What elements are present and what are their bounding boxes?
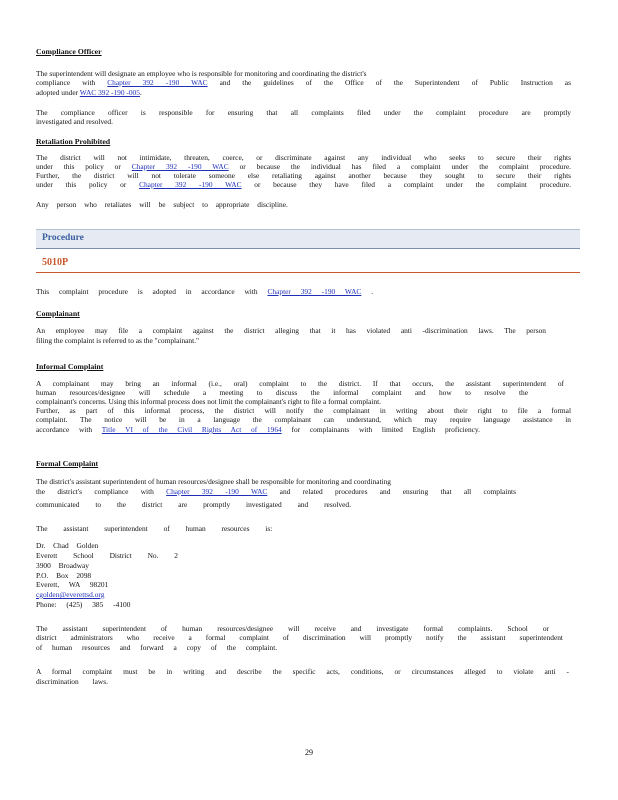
contact-email-link[interactable]: cgolden@everettsd.org — [36, 590, 105, 599]
page-number: 29 — [305, 748, 313, 757]
informal-line: complaint. The notice will be in a language the complainant can understand, which may require language assistance in — [36, 415, 571, 424]
policy-code: 5010P — [42, 257, 69, 268]
formal-complaint-heading: Formal Complaint — [36, 459, 99, 468]
formal-line: the district's compliance with Chapter 392 -190 WAC and related procedures and ensuring that all complaints — [36, 487, 516, 496]
procedure-section-bar — [36, 229, 580, 249]
compliance-officer-paragraph: The compliance officer is responsible for ensuring that all complaints filed under the complaint procedure are promptly — [36, 108, 571, 117]
chapter-392-190-link[interactable]: Chapter 392 -190 WAC — [166, 487, 268, 496]
compliance-officer-line: The superintendent will designate an employee who is responsible for monitoring and coordinating the district's — [36, 69, 367, 78]
chapter-392-190-link[interactable]: Chapter 392 -190 WAC — [139, 180, 242, 189]
informal-line: accordance with Title VI of the Civil Rights Act of 1964 for complainants with limited English proficiency. — [36, 425, 480, 434]
retaliation-line: Further, the district will not tolerate someone else retaliating against another because they sought to secure their rights — [36, 171, 571, 180]
retaliation-line: The district will not intimidate, threaten, coerce, or discriminate against any individual who seeks to secure their rights — [36, 153, 571, 162]
wac-392-190-005-link[interactable]: WAC 392 -190 -005 — [79, 88, 140, 97]
chapter-392-190-link[interactable]: Chapter 392 -190 WAC — [131, 162, 229, 171]
compliance-officer-line: adopted under WAC 392 -190 -005. — [36, 88, 142, 97]
adopted-line: This complaint procedure is adopted in accordance with Chapter 392 -190 WAC . — [36, 287, 374, 296]
informal-line: human resources/designee will schedule a meeting to discuss the informal complaint and how to resolve the — [36, 388, 528, 397]
complainant-line: filing the complaint is referred to as the "complainant." — [36, 336, 200, 345]
compliance-officer-line: compliance with Chapter 392 -190 WAC and the guidelines of the Office of the Superintendent of Public Instruction as — [36, 78, 571, 87]
formal-line: The district's assistant superintendent of human resources/designee shall be responsible for monitoring and coordinating — [36, 477, 391, 486]
complainant-heading: Complainant — [36, 309, 80, 318]
retaliation-line: under this policy or Chapter 392 -190 WAC or because the individual has filed a complaint under the complaint procedure. — [36, 162, 571, 171]
compliance-officer-heading: Compliance Officer — [36, 47, 102, 56]
compliance-officer-paragraph: investigated and resolved. — [36, 117, 113, 126]
informal-line: Further, as part of this informal process, the district will notify the complainant in writing about their right to file a formal — [36, 406, 571, 415]
complainant-line: An employee may file a complaint against the district alleging that it has violated anti -discrimination laws. The person — [36, 326, 546, 335]
procedure-title: Procedure — [42, 233, 84, 243]
contact-phone: Phone: (425) 385 -4100 — [36, 600, 131, 609]
retaliation-line: Any person who retaliates will be subject to appropriate discipline. — [36, 200, 288, 209]
contact-city: Everett, WA 98201 — [36, 580, 109, 589]
retaliation-line: under this policy or Chapter 392 -190 WAC or because they have filed a complaint under the complaint procedure. — [36, 180, 571, 189]
formal-writing-line: A formal complaint must be in writing and describe the specific acts, conditions, or circumstances alleged to violate anti - — [36, 667, 569, 676]
formal-writing-line: discrimination laws. — [36, 677, 108, 686]
informal-line: A complainant may bring an informal (i.e., oral) complaint to the district. If that occurs, the assistant superintendent of — [36, 379, 564, 388]
contact-org: Everett School District No. 2 — [36, 551, 179, 560]
informal-complaint-heading: Informal Complaint — [36, 362, 104, 371]
contact-street: 3900 Broadway — [36, 561, 90, 570]
chapter-392-190-link[interactable]: Chapter 392 -190 WAC — [107, 78, 208, 87]
informal-line: complainant's concerns. Using this informal process does not limit the complainant's right to file a formal complaint. — [36, 397, 382, 406]
title-vi-link[interactable]: Title VI of the Civil Rights Act of 1964 — [101, 425, 282, 434]
formal-paragraph-line: district administrators who receive a formal complaint of discrimination will promptly notify the assistant superintendent — [36, 633, 563, 642]
contact-name: Dr. Chad Golden — [36, 541, 99, 550]
formal-line: communicated to the district are promptly investigated and resolved. — [36, 500, 351, 509]
contact-po-box: P.O. Box 2098 — [36, 571, 92, 580]
formal-paragraph-line: of human resources and forward a copy of the complaint. — [36, 643, 278, 652]
chapter-392-190-link[interactable]: Chapter 392 -190 WAC — [267, 287, 362, 296]
formal-paragraph-line: The assistant superintendent of human resources/designee will receive and investigate formal complaints. School or — [36, 624, 549, 633]
retaliation-heading: Retaliation Prohibited — [36, 137, 111, 146]
formal-line: The assistant superintendent of human resources is: — [36, 524, 273, 533]
policy-code-rule — [36, 272, 580, 273]
